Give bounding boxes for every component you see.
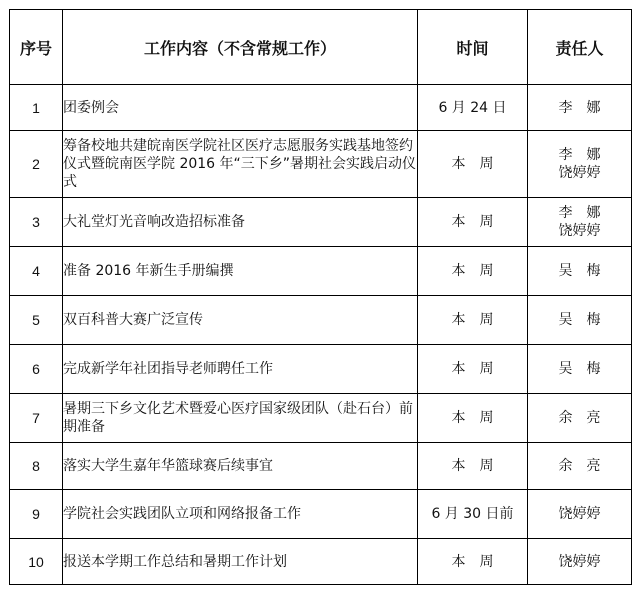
row-person	[528, 394, 632, 443]
person-name: 吴 梅	[558, 361, 601, 377]
table-row	[10, 443, 632, 490]
row-content: 学院社会实践团队立项和网络报备工作	[63, 490, 418, 539]
row-number: 5	[10, 296, 63, 345]
person-name: 饶婷婷	[558, 165, 601, 181]
row-number: 3	[10, 198, 63, 247]
row-person	[528, 345, 632, 394]
table-header	[10, 10, 632, 85]
row-number: 4	[10, 247, 63, 296]
row-person	[528, 198, 632, 247]
row-time: 本 周	[418, 394, 528, 443]
row-person	[528, 85, 632, 131]
person-name: 李 娜	[558, 99, 601, 116]
work-plan-table	[9, 9, 632, 585]
table-row	[10, 539, 632, 585]
row-person	[528, 296, 632, 345]
header-row	[10, 10, 632, 85]
row-content: 完成新学年社团指导老师聘任工作	[63, 345, 418, 394]
row-number: 1	[10, 85, 63, 131]
person-name: 李 娜	[558, 205, 601, 221]
row-time: 本 周	[418, 443, 528, 490]
header-content: 工作内容（不含常规工作）	[63, 10, 418, 85]
row-time: 本 周	[418, 198, 528, 247]
row-number: 2	[10, 131, 63, 198]
row-time: 本 周	[418, 345, 528, 394]
table-row	[10, 394, 632, 443]
table-row	[10, 247, 632, 296]
table-row	[10, 131, 632, 198]
row-content: 团委例会	[63, 85, 418, 131]
row-content: 双百科普大赛广泛宣传	[63, 296, 418, 345]
row-person	[528, 247, 632, 296]
person-name: 吴 梅	[558, 263, 601, 279]
table-row	[10, 490, 632, 539]
row-number: 8	[10, 443, 63, 490]
row-content: 准备 2016 年新生手册编撰	[63, 247, 418, 296]
person-name: 饶婷婷	[558, 506, 601, 522]
table-row	[10, 198, 632, 247]
row-person	[528, 443, 632, 490]
person-name: 李 娜	[558, 147, 601, 163]
table-row	[10, 345, 632, 394]
table-row	[10, 296, 632, 345]
row-person	[528, 539, 632, 585]
row-content: 大礼堂灯光音响改造招标准备	[63, 198, 418, 247]
row-number: 6	[10, 345, 63, 394]
row-content: 筹备校地共建皖南医学院社区医疗志愿服务实践基地签约仪式暨皖南医学院 2016 年“三下乡”暑期社会实践启动仪式	[63, 131, 418, 198]
row-time: 6 月 30 日前	[418, 490, 528, 539]
row-number: 9	[10, 490, 63, 539]
row-time: 本 周	[418, 247, 528, 296]
row-number: 7	[10, 394, 63, 443]
row-person	[528, 131, 632, 198]
row-content: 报送本学期工作总结和暑期工作计划	[63, 539, 418, 585]
header-person: 责任人	[528, 10, 632, 85]
row-time: 本 周	[418, 131, 528, 198]
row-number: 10	[10, 539, 63, 585]
table-row	[10, 85, 632, 131]
header-number: 序号	[10, 10, 63, 85]
person-name: 饶婷婷	[558, 223, 601, 239]
header-time: 时间	[418, 10, 528, 85]
row-content: 暑期三下乡文化艺术暨爱心医疗国家级团队（赴石台）前期准备	[63, 394, 418, 443]
person-name: 余 亮	[558, 410, 601, 426]
person-name: 吴 梅	[558, 312, 601, 328]
row-time: 本 周	[418, 539, 528, 585]
person-name: 饶婷婷	[558, 553, 601, 570]
row-time: 6 月 24 日	[418, 85, 528, 131]
person-name: 余 亮	[558, 458, 601, 474]
row-time: 本 周	[418, 296, 528, 345]
table-body	[10, 85, 632, 585]
row-content: 落实大学生嘉年华篮球赛后续事宜	[63, 443, 418, 490]
row-person	[528, 490, 632, 539]
